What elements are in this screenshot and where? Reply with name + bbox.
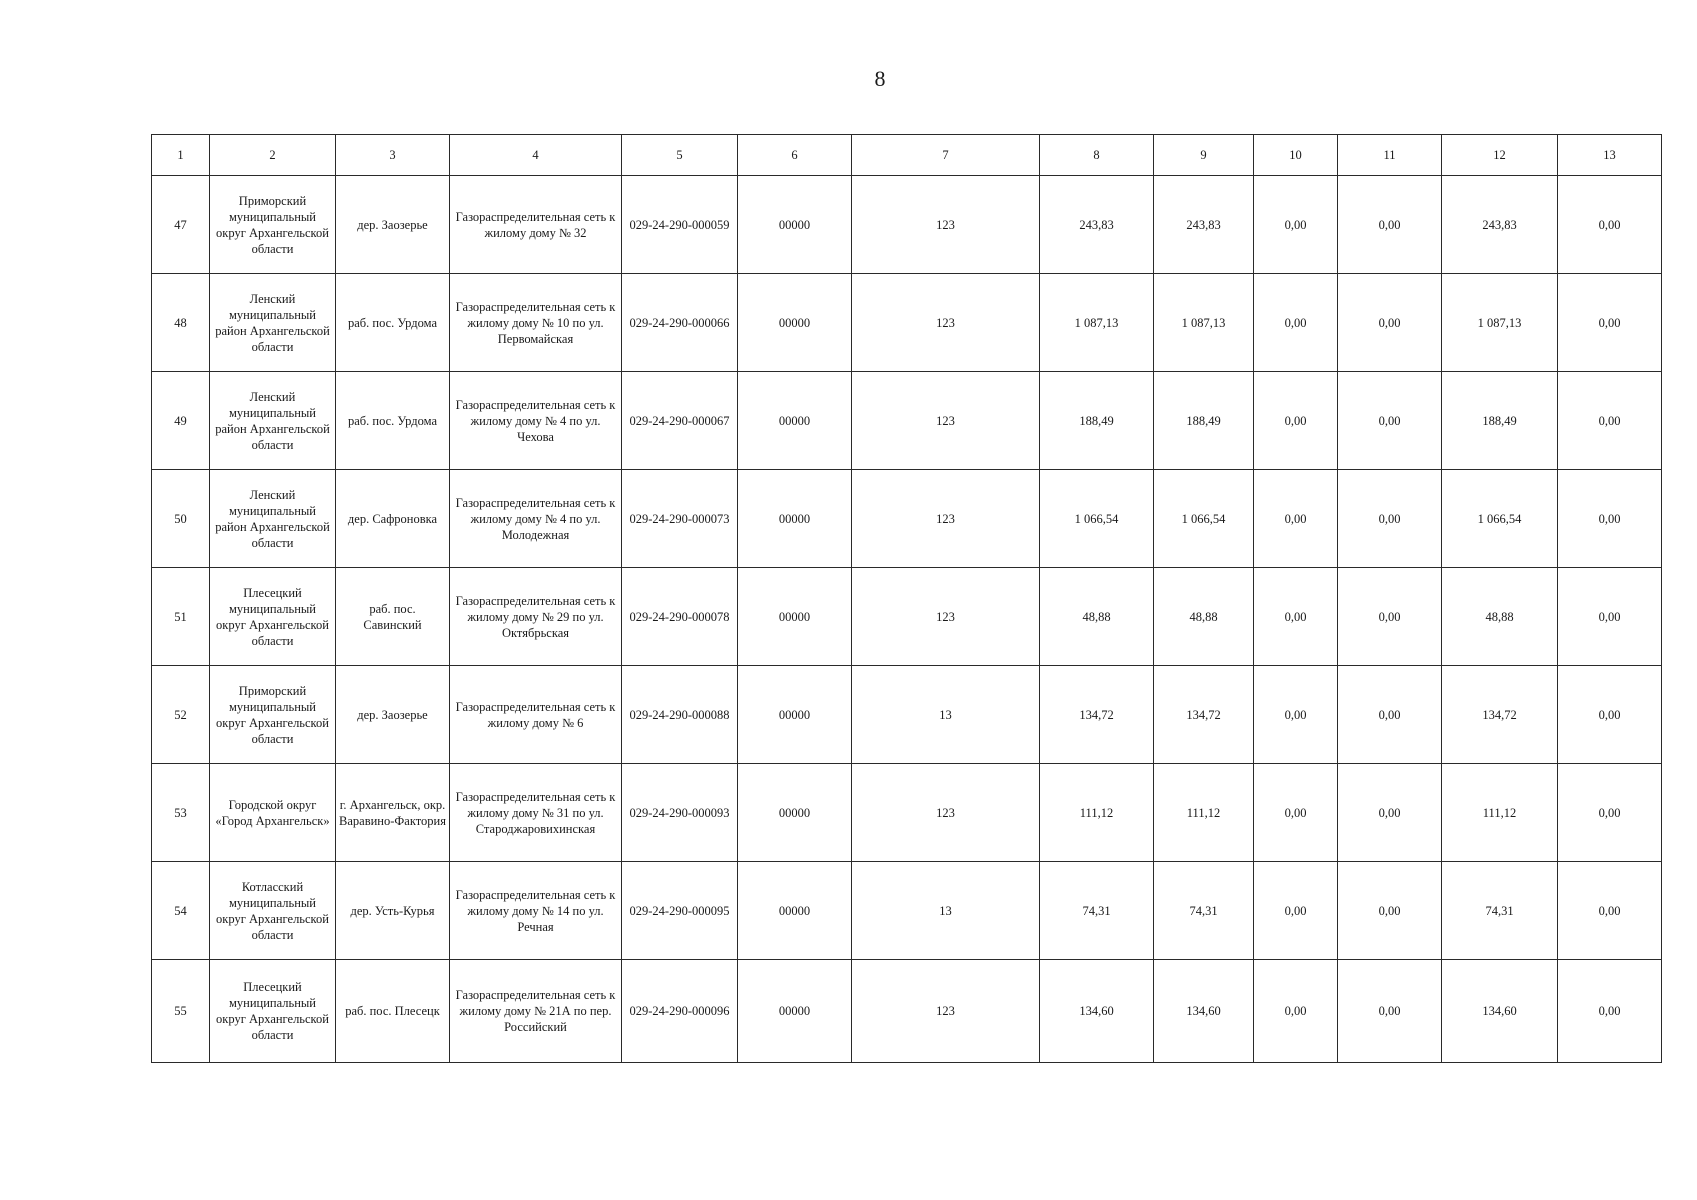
col12-cell: 1 087,13 (1442, 274, 1558, 372)
col11-cell: 0,00 (1338, 568, 1442, 666)
col7-cell: 123 (852, 960, 1040, 1063)
col6-cell: 00000 (738, 568, 852, 666)
locality-cell: дер. Усть-Курья (336, 862, 450, 960)
object-name-cell: Газораспределительная сеть к жилому дому № 10 по ул. Первомайская (450, 274, 622, 372)
registry-code-cell: 029-24-290-000078 (622, 568, 738, 666)
col11-cell: 0,00 (1338, 960, 1442, 1063)
district-cell: Плесецкий муниципальный округ Архангельской области (210, 568, 336, 666)
col12-cell: 134,60 (1442, 960, 1558, 1063)
column-header: 9 (1154, 135, 1254, 176)
col12-cell: 74,31 (1442, 862, 1558, 960)
row-number-cell: 51 (152, 568, 210, 666)
col10-cell: 0,00 (1254, 372, 1338, 470)
col9-cell: 243,83 (1154, 176, 1254, 274)
column-header: 6 (738, 135, 852, 176)
col8-cell: 134,60 (1040, 960, 1154, 1063)
col9-cell: 111,12 (1154, 764, 1254, 862)
col9-cell: 1 087,13 (1154, 274, 1254, 372)
col13-cell: 0,00 (1558, 568, 1662, 666)
col13-cell: 0,00 (1558, 764, 1662, 862)
col13-cell: 0,00 (1558, 176, 1662, 274)
col7-cell: 123 (852, 568, 1040, 666)
column-header: 10 (1254, 135, 1338, 176)
table-row (152, 862, 1662, 960)
object-name-cell: Газораспределительная сеть к жилому дому № 21А по пер. Российский (450, 960, 622, 1063)
row-number-cell: 50 (152, 470, 210, 568)
table-row (152, 666, 1662, 764)
object-name-cell: Газораспределительная сеть к жилому дому № 6 (450, 666, 622, 764)
row-number-cell: 53 (152, 764, 210, 862)
page-number: 8 (874, 66, 886, 91)
district-cell: Плесецкий муниципальный округ Архангельской области (210, 960, 336, 1063)
register-table (151, 134, 1662, 1063)
col6-cell: 00000 (738, 960, 852, 1063)
table-row (152, 568, 1662, 666)
registry-code-cell: 029-24-290-000095 (622, 862, 738, 960)
registry-code-cell: 029-24-290-000073 (622, 470, 738, 568)
col6-cell: 00000 (738, 274, 852, 372)
col11-cell: 0,00 (1338, 666, 1442, 764)
district-cell: Приморский муниципальный округ Архангельской области (210, 176, 336, 274)
col6-cell: 00000 (738, 666, 852, 764)
col11-cell: 0,00 (1338, 470, 1442, 568)
column-header: 13 (1558, 135, 1662, 176)
district-cell: Городской округ «Город Архангельск» (210, 764, 336, 862)
col11-cell: 0,00 (1338, 862, 1442, 960)
col8-cell: 134,72 (1040, 666, 1154, 764)
column-header: 2 (210, 135, 336, 176)
col7-cell: 123 (852, 274, 1040, 372)
row-number-cell: 52 (152, 666, 210, 764)
locality-cell: раб. пос. Урдома (336, 372, 450, 470)
col6-cell: 00000 (738, 862, 852, 960)
col13-cell: 0,00 (1558, 960, 1662, 1063)
col13-cell: 0,00 (1558, 862, 1662, 960)
col7-cell: 13 (852, 862, 1040, 960)
col7-cell: 123 (852, 470, 1040, 568)
column-header: 7 (852, 135, 1040, 176)
locality-cell: г. Архангельск, окр. Варавино-Фактория (336, 764, 450, 862)
col12-cell: 111,12 (1442, 764, 1558, 862)
col7-cell: 123 (852, 176, 1040, 274)
locality-cell: раб. пос. Плесецк (336, 960, 450, 1063)
column-header: 5 (622, 135, 738, 176)
object-name-cell: Газораспределительная сеть к жилому дому № 4 по ул. Молодежная (450, 470, 622, 568)
col12-cell: 48,88 (1442, 568, 1558, 666)
column-header: 3 (336, 135, 450, 176)
column-header: 11 (1338, 135, 1442, 176)
col13-cell: 0,00 (1558, 470, 1662, 568)
registry-code-cell: 029-24-290-000088 (622, 666, 738, 764)
col11-cell: 0,00 (1338, 764, 1442, 862)
object-name-cell: Газораспределительная сеть к жилому дому № 14 по ул. Речная (450, 862, 622, 960)
col10-cell: 0,00 (1254, 176, 1338, 274)
column-header: 8 (1040, 135, 1154, 176)
col12-cell: 188,49 (1442, 372, 1558, 470)
col10-cell: 0,00 (1254, 274, 1338, 372)
col9-cell: 188,49 (1154, 372, 1254, 470)
col8-cell: 1 066,54 (1040, 470, 1154, 568)
col8-cell: 188,49 (1040, 372, 1154, 470)
col10-cell: 0,00 (1254, 568, 1338, 666)
col10-cell: 0,00 (1254, 666, 1338, 764)
row-number-cell: 49 (152, 372, 210, 470)
row-number-cell: 54 (152, 862, 210, 960)
col12-cell: 1 066,54 (1442, 470, 1558, 568)
registry-code-cell: 029-24-290-000093 (622, 764, 738, 862)
locality-cell: дер. Сафроновка (336, 470, 450, 568)
district-cell: Ленский муниципальный район Архангельской области (210, 470, 336, 568)
col10-cell: 0,00 (1254, 764, 1338, 862)
row-number-cell: 48 (152, 274, 210, 372)
col11-cell: 0,00 (1338, 176, 1442, 274)
table-body (152, 135, 1662, 1063)
col8-cell: 111,12 (1040, 764, 1154, 862)
object-name-cell: Газораспределительная сеть к жилому дому № 29 по ул. Октябрьская (450, 568, 622, 666)
col9-cell: 74,31 (1154, 862, 1254, 960)
row-number-cell: 47 (152, 176, 210, 274)
district-cell: Ленский муниципальный район Архангельской области (210, 274, 336, 372)
col10-cell: 0,00 (1254, 960, 1338, 1063)
table-row (152, 274, 1662, 372)
col7-cell: 123 (852, 372, 1040, 470)
column-header: 4 (450, 135, 622, 176)
col9-cell: 48,88 (1154, 568, 1254, 666)
row-number-cell: 55 (152, 960, 210, 1063)
col12-cell: 134,72 (1442, 666, 1558, 764)
col12-cell: 243,83 (1442, 176, 1558, 274)
table-row (152, 372, 1662, 470)
district-cell: Приморский муниципальный округ Архангельской области (210, 666, 336, 764)
district-cell: Котласский муниципальный округ Архангельской области (210, 862, 336, 960)
col13-cell: 0,00 (1558, 372, 1662, 470)
col9-cell: 134,72 (1154, 666, 1254, 764)
locality-cell: дер. Заозерье (336, 666, 450, 764)
table-row (152, 176, 1662, 274)
col9-cell: 1 066,54 (1154, 470, 1254, 568)
registry-code-cell: 029-24-290-000096 (622, 960, 738, 1063)
col6-cell: 00000 (738, 176, 852, 274)
table-row (152, 470, 1662, 568)
col10-cell: 0,00 (1254, 470, 1338, 568)
locality-cell: дер. Заозерье (336, 176, 450, 274)
col6-cell: 00000 (738, 470, 852, 568)
locality-cell: раб. пос. Урдома (336, 274, 450, 372)
column-number-row (152, 135, 1662, 176)
object-name-cell: Газораспределительная сеть к жилому дому № 32 (450, 176, 622, 274)
col7-cell: 13 (852, 666, 1040, 764)
col13-cell: 0,00 (1558, 274, 1662, 372)
col9-cell: 134,60 (1154, 960, 1254, 1063)
col10-cell: 0,00 (1254, 862, 1338, 960)
col8-cell: 243,83 (1040, 176, 1154, 274)
district-cell: Ленский муниципальный район Архангельской области (210, 372, 336, 470)
object-name-cell: Газораспределительная сеть к жилому дому № 31 по ул. Староджаровихинская (450, 764, 622, 862)
column-header: 12 (1442, 135, 1558, 176)
col6-cell: 00000 (738, 764, 852, 862)
col8-cell: 74,31 (1040, 862, 1154, 960)
col6-cell: 00000 (738, 372, 852, 470)
registry-code-cell: 029-24-290-000067 (622, 372, 738, 470)
col11-cell: 0,00 (1338, 372, 1442, 470)
locality-cell: раб. пос. Савинский (336, 568, 450, 666)
registry-code-cell: 029-24-290-000066 (622, 274, 738, 372)
column-header: 1 (152, 135, 210, 176)
object-name-cell: Газораспределительная сеть к жилому дому № 4 по ул. Чехова (450, 372, 622, 470)
table-row (152, 764, 1662, 862)
table-row (152, 960, 1662, 1063)
col7-cell: 123 (852, 764, 1040, 862)
col8-cell: 48,88 (1040, 568, 1154, 666)
col11-cell: 0,00 (1338, 274, 1442, 372)
col8-cell: 1 087,13 (1040, 274, 1154, 372)
registry-code-cell: 029-24-290-000059 (622, 176, 738, 274)
col13-cell: 0,00 (1558, 666, 1662, 764)
